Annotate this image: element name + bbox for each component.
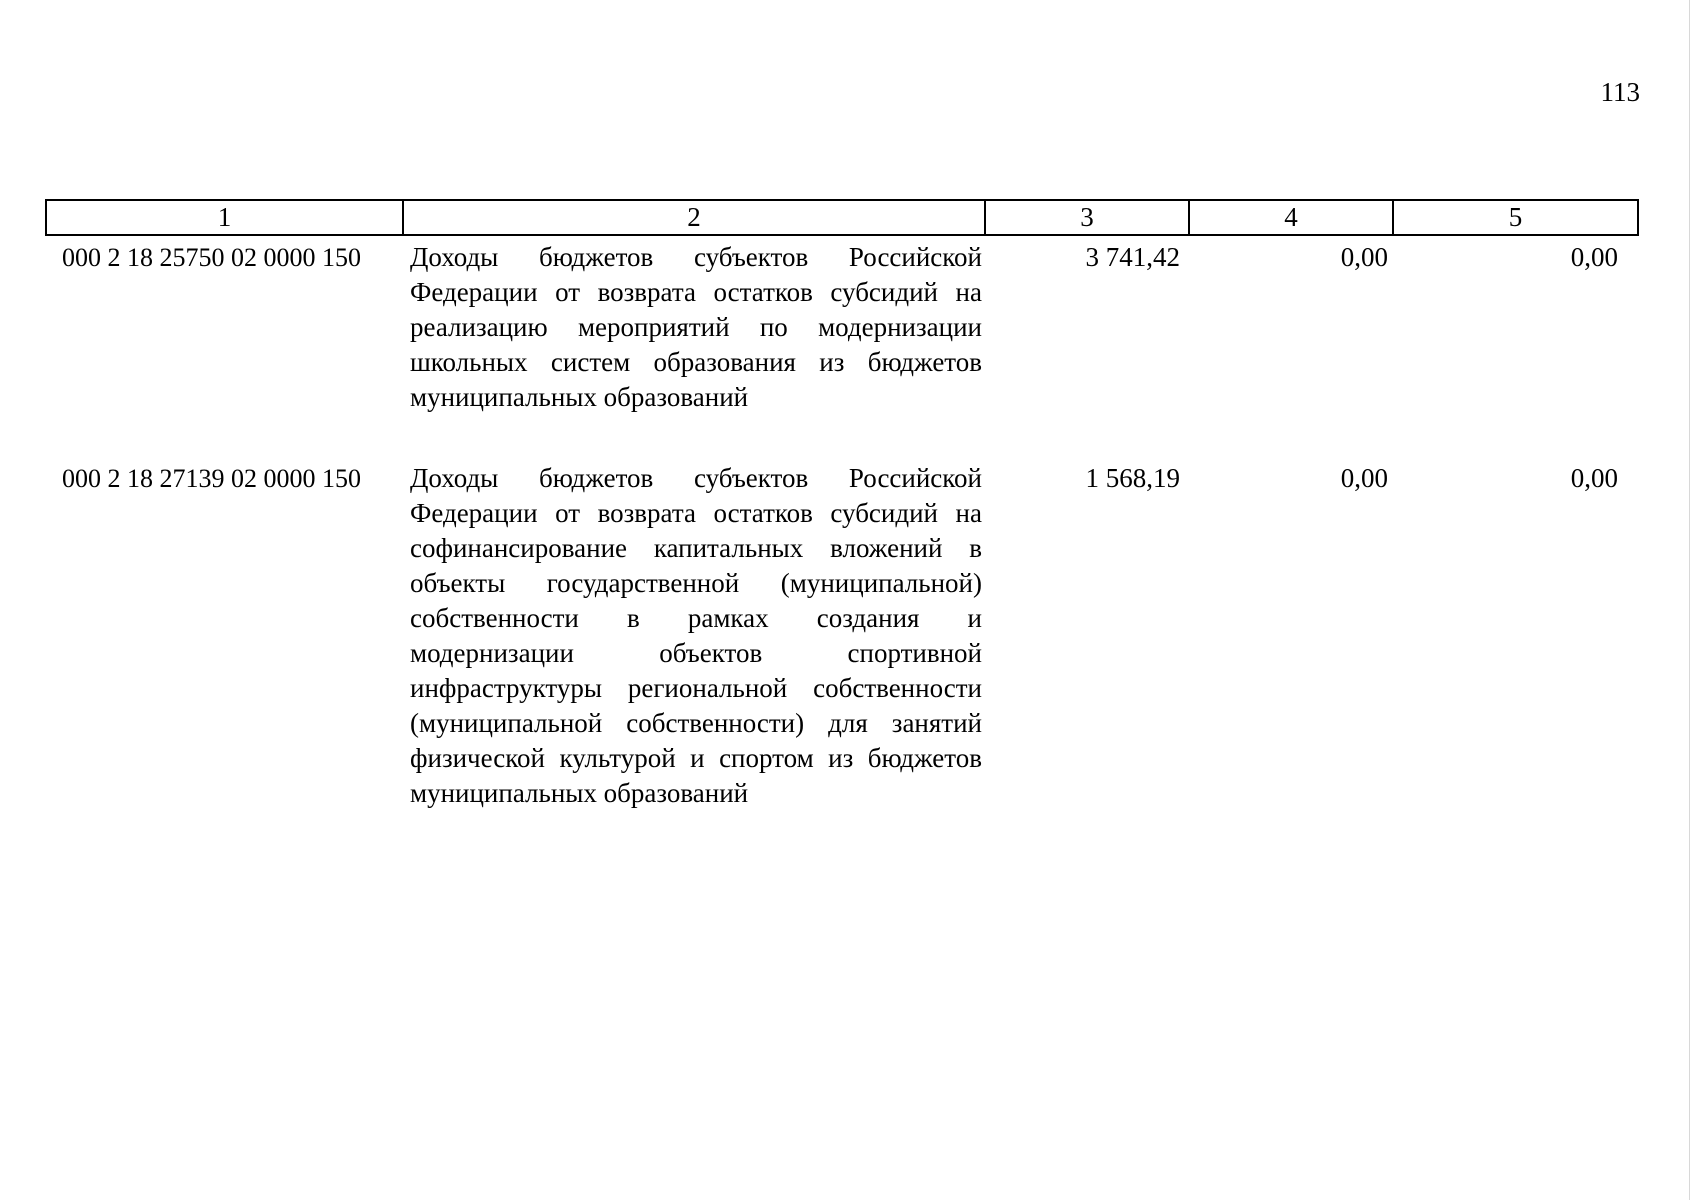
value-col-5: 0,00 [1570,242,1618,272]
value-col-3: 3 741,42 [1085,242,1180,272]
value-col-3: 1 568,19 [1085,463,1180,493]
income-name: Доходы бюджетов субъектов Российской Федерации от возврата остатков субсидий на софинансирование капитальных вложений в объекты государственной (муниципальной) собственности в рамках создания и модернизации объектов спортивной инфраструктуры региональной собственности (муниципальной собственности) для занятий физической культурой и спортом из бюджетов муниципальных образований [410,463,982,808]
header-row [46,200,1638,235]
table-row [46,235,1638,461]
value-col-4: 0,00 [1340,463,1388,493]
column-header-3: 3 [985,200,1189,235]
scan-edge-line [1689,0,1690,1200]
table-row [46,461,1638,811]
column-header-1: 1 [46,200,403,235]
table-header [46,200,1638,235]
page-number: 113 [1600,77,1640,107]
income-name-cell [403,235,985,461]
budget-table [45,199,1639,811]
column-header-4: 4 [1189,200,1393,235]
income-name-cell [403,461,985,811]
column-header-2: 2 [403,200,985,235]
income-code: 000 2 18 27139 02 0000 150 [62,464,361,493]
column-header-5: 5 [1393,200,1638,235]
value-col-5: 0,00 [1570,463,1618,493]
value-col-4: 0,00 [1340,242,1388,272]
table-body [46,235,1638,811]
income-code: 000 2 18 25750 02 0000 150 [62,243,361,272]
income-name: Доходы бюджетов субъектов Российской Федерации от возврата остатков субсидий на реализацию мероприятий по модернизации школьных систем образования из бюджетов муниципальных образований [410,242,982,412]
